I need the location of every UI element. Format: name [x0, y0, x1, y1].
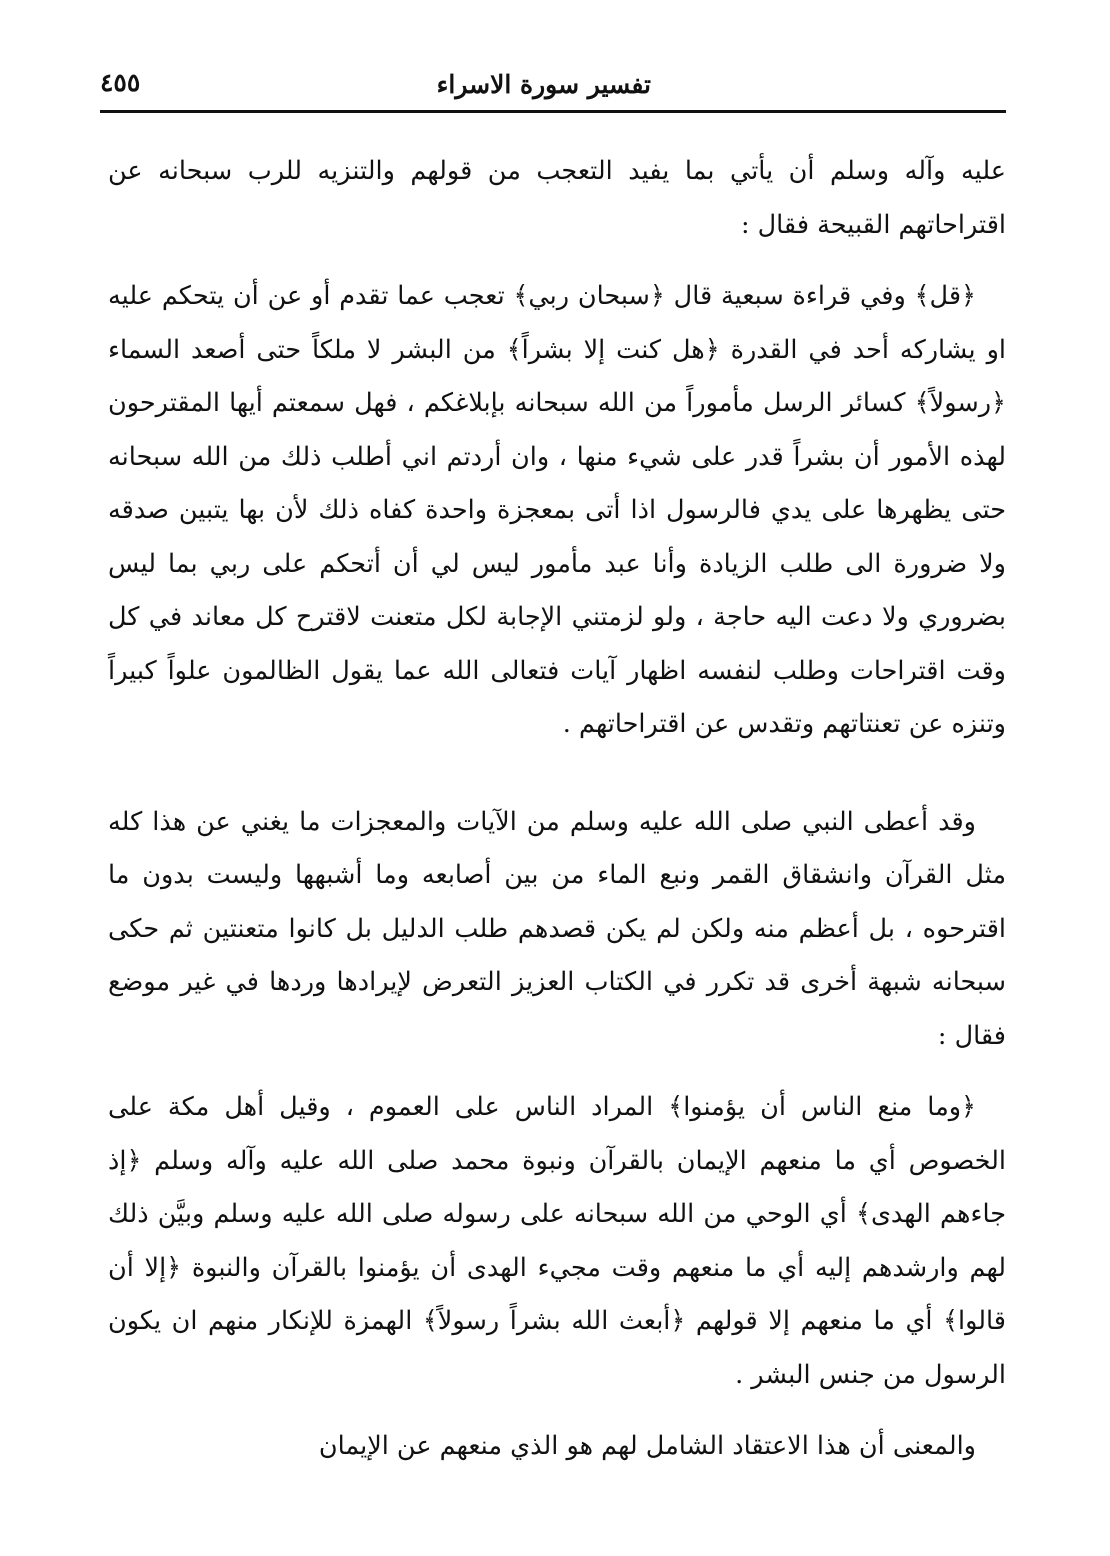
paragraph-spacer [108, 1402, 1006, 1420]
paragraph-spacer [108, 752, 1006, 796]
paragraph-5: والمعنى أن هذا الاعتقاد الشامل لهم هو الذي منعهم عن الإيمان [318, 1431, 976, 1461]
paragraph-spacer [108, 1063, 1006, 1081]
header-rule [100, 110, 1006, 113]
paragraph-3: وقد أعطى النبي صلى الله عليه وسلم من الآيات والمعجزات ما يغني عن هذا كله مثل القرآن وانشقاق القمر ونبع الماء من بين أصابعه وما أشبهها وليست بدون ما اقترحوه ، بل أعظم منه ولكن لم يكن قصدهم طلب الدليل بل كانوا متعنتين ثم حكى سبحانه شبهة أخرى قد تكرر في الكتاب العزيز التعرض لإيرادها وردها في غير موضع فقال : [108, 806, 1006, 1051]
paragraph-1: عليه وآله وسلم أن يأتي بما يفيد التعجب من قولهم والتنزيه للرب سبحانه عن اقتراحاتهم القبيحة فقال : [108, 156, 1006, 240]
paragraph-2: ﴿قل﴾ وفي قراءة سبعية قال ﴿سبحان ربي﴾ تعجب عما تقدم أو عن أن يتحكم عليه او يشاركه أحد في القدرة ﴿هل كنت إلا بشراً﴾ من البشر لا ملكاً حتى أصعد السماء ﴿رسولاً﴾ كسائر الرسل مأموراً من الله سبحانه بإبلاغكم ، فهل سمعتم أيها المقترحون لهذه الأمور أن بشراً قدر على شيء منها ، وان أردتم اني أطلب ذلك من الله سبحانه حتى يظهرها على يدي فالرسول اذا أتى بمعجزة واحدة كفاه ذلك لأن بها يتبين صدقه ولا ضرورة الى طلب الزيادة وأنا عبد مأمور ليس لي أن أتحكم على ربي بما ليس بضروري ولا دعت اليه حاجة ، ولو لزمتني الإجابة لكل متعنت لاقترح كل معاند في كل وقت اقتراحات وطلب لنفسه اظهار آيات فتعالى الله عما يقول الظالمون علواً كبيراً وتنزه عن تعنتاتهم وتقدس عن اقتراحاتهم . [108, 281, 1006, 739]
paragraph-spacer [108, 252, 1006, 270]
page-number: ٤٥٥ [100, 68, 141, 97]
header-title: تفسير سورة الاسراء [436, 70, 651, 99]
body-text [108, 145, 1006, 1474]
running-header [100, 62, 1006, 110]
paragraph-4: ﴿وما منع الناس أن يؤمنوا﴾ المراد الناس على العموم ، وقيل أهل مكة على الخصوص أي ما منعهم الإيمان بالقرآن ونبوة محمد صلى الله عليه وآله وسلم ﴿إذ جاءهم الهدى﴾ أي الوحي من الله سبحانه على رسوله صلى الله عليه وسلم وبيَّن ذلك لهم وارشدهم إليه أي ما منعهم وقت مجيء الهدى أن يؤمنوا بالقرآن والنبوة ﴿إلا أن قالوا﴾ أي ما منعهم إلا قولهم ﴿أبعث الله بشراً رسولاً﴾ الهمزة للإنكار منهم ان يكون الرسول من جنس البشر . [108, 1092, 1006, 1390]
